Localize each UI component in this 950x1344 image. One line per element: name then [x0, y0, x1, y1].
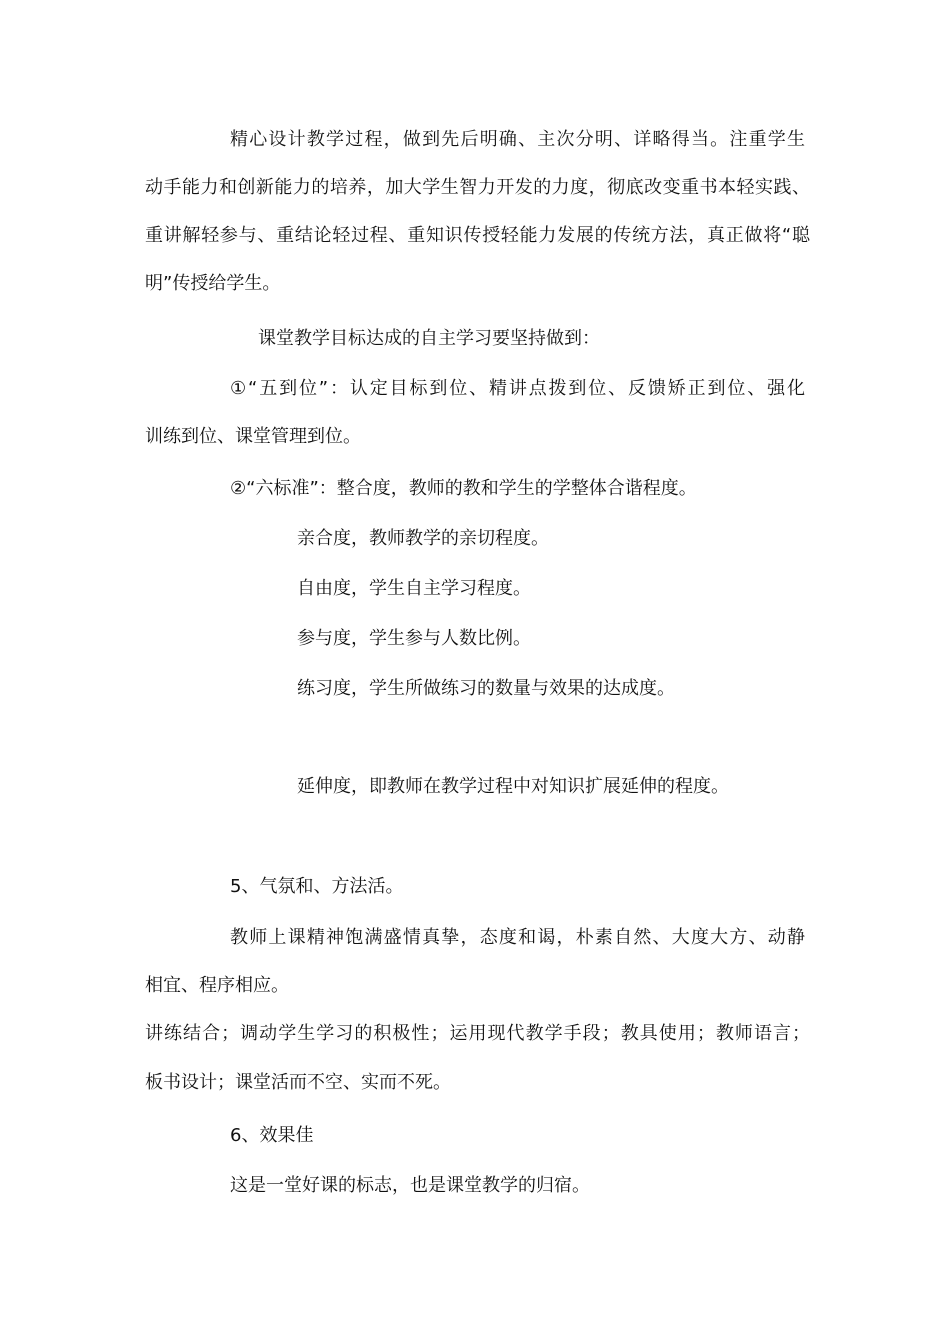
section-5-list-line-2: 板书设计；课堂活而不空、实而不死。 — [145, 1072, 451, 1093]
paragraph-1-line-4: 明”传授给学生。 — [145, 273, 281, 294]
section-5-heading: 5、气氛和、方法活。 — [230, 876, 404, 897]
section-5-para-line-1: 教师上课精神饱满盛情真挚，态度和谒，朴素自然、大度大方、动静 — [230, 927, 805, 948]
section-6-heading: 6、效果佳 — [230, 1125, 314, 1146]
paragraph-1-line-1: 精心设计教学过程，做到先后明确、主次分明、详略得当。注重学生 — [230, 129, 805, 150]
section-6-para: 这是一堂好课的标志，也是课堂教学的归宿。 — [230, 1175, 590, 1196]
five-points-line-2: 训练到位、课堂管理到位。 — [145, 426, 361, 447]
section-5-list-line-1: 讲练结合；调动学生学习的积极性；运用现代教学手段；教具使用；教师语言； — [145, 1023, 810, 1044]
six-standards-item: 延伸度，即教师在教学过程中对知识扩展延伸的程度。 — [297, 776, 729, 797]
section-5-para-line-2: 相宜、程序相应。 — [145, 975, 289, 996]
paragraph-1-line-3: 重讲解轻参与、重结论轻过程、重知识传授轻能力发展的传统方法，真正做将“聪 — [145, 225, 810, 246]
six-standards-item: 自由度，学生自主学习程度。 — [297, 578, 531, 599]
six-standards-item: 亲合度，教师教学的亲切程度。 — [297, 528, 549, 549]
six-standards-item: 参与度，学生参与人数比例。 — [297, 628, 531, 649]
six-standards-item: 练习度，学生所做练习的数量与效果的达成度。 — [297, 678, 675, 699]
six-standards-intro: ②“六标准”：整合度，教师的教和学生的学整体合谐程度。 — [230, 478, 697, 499]
five-points-line-1: ①“五到位”：认定目标到位、精讲点拨到位、反馈矫正到位、强化 — [230, 378, 805, 399]
paragraph-1-line-2: 动手能力和创新能力的培养，加大学生智力开发的力度，彻底改变重书本轻实践、 — [145, 177, 810, 198]
self-study-intro: 课堂教学目标达成的自主学习要坚持做到： — [258, 328, 600, 349]
